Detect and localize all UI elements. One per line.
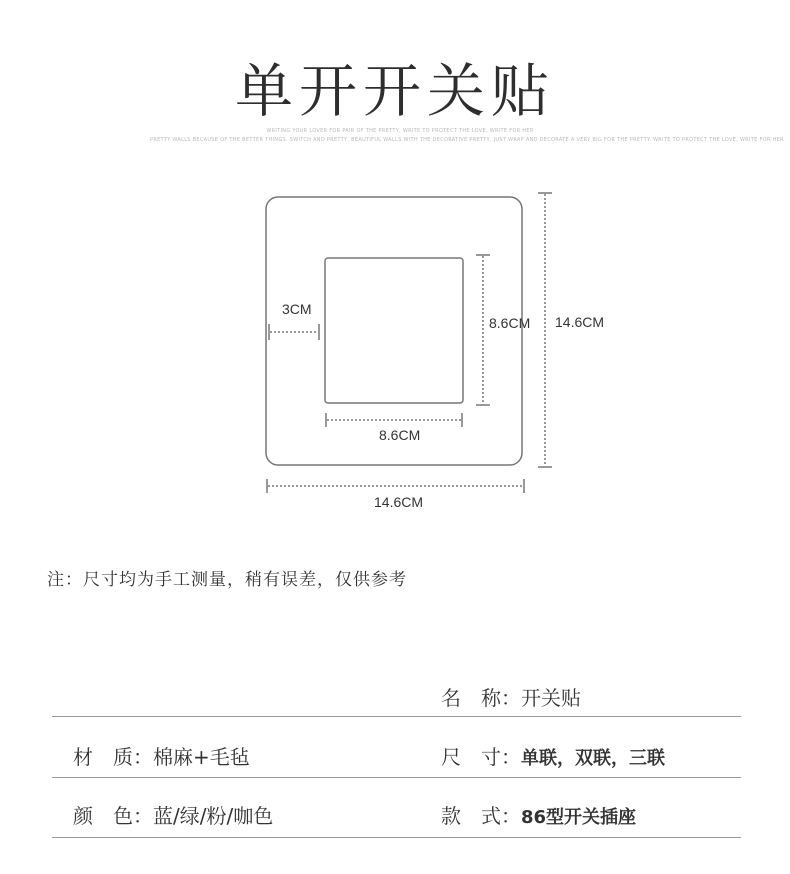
- outer-square: [266, 197, 522, 465]
- measurement-note: 注：尺寸均为手工测量，稍有误差，仅供参考: [47, 570, 407, 590]
- name-row: [441, 682, 581, 711]
- inner-width-label: 8.6CM: [379, 427, 421, 443]
- size-row: [441, 741, 665, 770]
- inner-height-dimension-line: [476, 255, 490, 405]
- color-label: 颜 色：: [73, 804, 153, 828]
- outer-width-dimension-line: [267, 479, 524, 493]
- margin-label: 3CM: [282, 301, 312, 317]
- material-value: 棉麻+毛毡: [153, 745, 250, 769]
- inner-width-dimension-line: [326, 413, 462, 427]
- name-label: 名 称：: [441, 686, 521, 710]
- outer-height-label: 14.6CM: [555, 314, 605, 330]
- table-divider: [52, 777, 741, 778]
- decorative-fine-print: WRITING YOUR LOVER FOR PAIR OF THE PRETTY, WRITE TO PROTECT THE LOVE, WRITE FOR HER: [266, 128, 534, 134]
- margin-dimension-line: [269, 324, 319, 340]
- outer-width-label: 14.6CM: [374, 494, 424, 510]
- decorative-fine-print: PRETTY WALLS BECAUSE OF THE BETTER THINGS. SWITCH AND PRETTY, BEAUTIFUL WALLS WITH THE DECORATIVE PRETTY, JUST WRAP AND DECORATE A VERY BIG FOR THE PRETTY. WRITE TO PROTECT THE LOVE, WRITE FOR HER: [150, 137, 784, 143]
- outer-height-dimension-line: [538, 193, 552, 467]
- table-divider: [52, 716, 741, 717]
- size-value: 单联，双联，三联: [521, 748, 665, 769]
- size-label: 尺 寸：: [441, 745, 521, 769]
- style-label: 款 式：: [441, 804, 521, 828]
- color-row: [73, 800, 273, 829]
- material-row: [73, 741, 250, 770]
- inner-square: [325, 258, 463, 403]
- page-title: 单开开关贴: [234, 57, 555, 125]
- table-divider: [52, 837, 741, 838]
- color-value: 蓝/绿/粉/咖色: [153, 804, 274, 828]
- material-label: 材 质：: [73, 745, 153, 769]
- name-value: 开关贴: [521, 686, 581, 710]
- inner-height-label: 8.6CM: [489, 315, 531, 331]
- style-row: [441, 800, 636, 829]
- style-value: 86型开关插座: [521, 807, 637, 828]
